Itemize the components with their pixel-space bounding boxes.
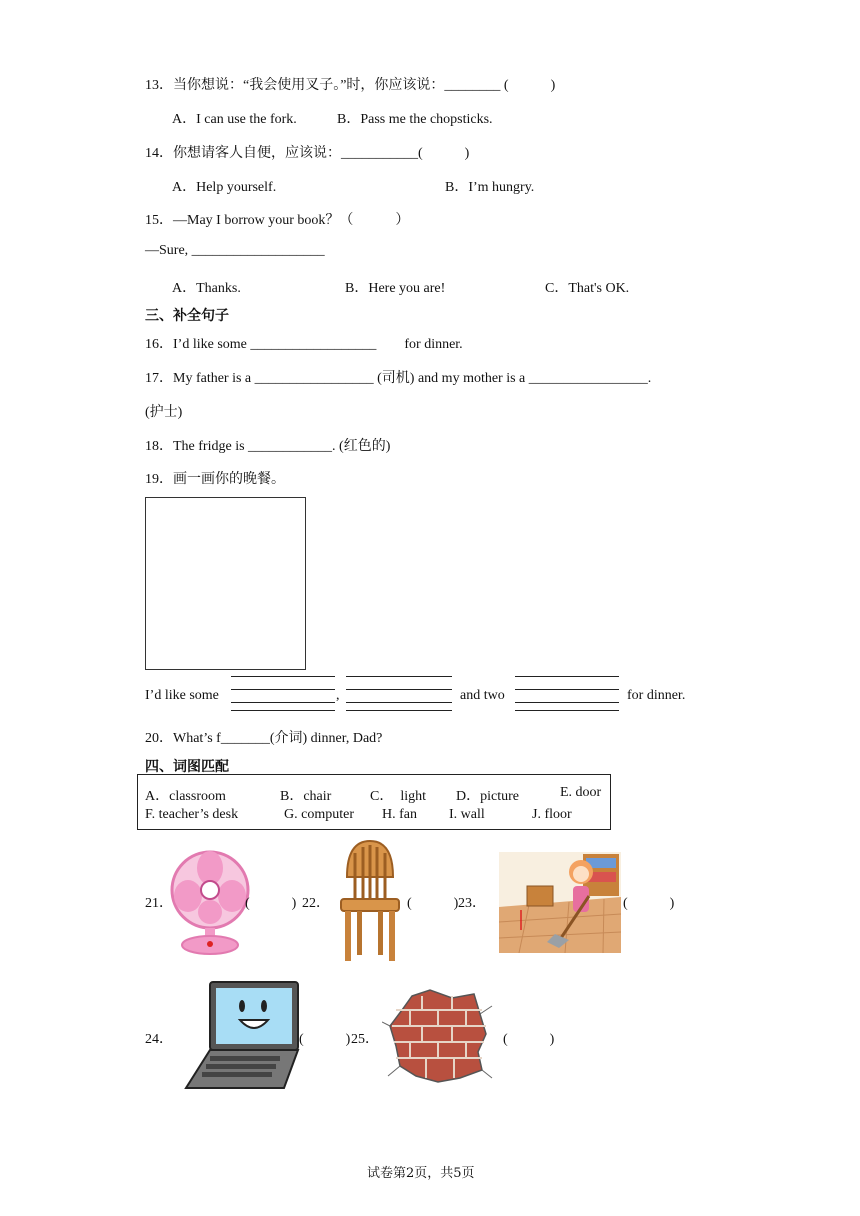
q24-blank[interactable]: ( ) — [299, 1032, 351, 1047]
answer-line[interactable] — [231, 689, 335, 690]
q16-text: 16．I’d like some __________________ for dinner. — [145, 337, 463, 352]
q13-prompt: 13．当你想说：“我会使用叉子。”时，你应该说：________ ( ) — [145, 78, 556, 93]
q19-part3: for dinner. — [627, 688, 686, 703]
word-bank-item: J. floor — [532, 807, 572, 822]
answer-line[interactable] — [515, 676, 619, 677]
answer-line[interactable] — [515, 689, 619, 690]
word-bank-item: D．picture — [456, 789, 519, 804]
answer-line[interactable] — [231, 710, 335, 711]
q17-cont: (护士) — [145, 405, 183, 420]
word-bank-item: B．chair — [280, 789, 332, 804]
q22-blank[interactable]: ( ) — [407, 896, 459, 911]
fan-icon — [170, 848, 250, 956]
q19-part1: I’d like some — [145, 688, 219, 703]
drawing-box[interactable] — [145, 497, 306, 670]
wall-icon — [382, 986, 494, 1086]
answer-line[interactable] — [515, 702, 619, 703]
word-bank-item: E. door — [560, 785, 602, 800]
q25-blank[interactable]: ( ) — [503, 1032, 555, 1047]
q14-prompt: 14．你想请客人自便，应该说：___________( ) — [145, 146, 470, 161]
chair-icon — [337, 837, 403, 963]
q25-label: 25． — [351, 1032, 379, 1047]
q19-prompt: 19．画一画你的晚餐。 — [145, 472, 285, 487]
answer-line[interactable] — [346, 710, 452, 711]
answer-line[interactable] — [231, 676, 335, 677]
page-footer: 试卷第2页，共5页 — [367, 1166, 475, 1181]
q21-blank[interactable]: ( ) — [245, 896, 297, 911]
q15-prompt: 15．—May I borrow your book？（ ） — [145, 213, 410, 228]
q15-option-a: A．Thanks. — [172, 281, 241, 296]
q20-text: 20．What’s f_______(介词) dinner, Dad? — [145, 731, 383, 746]
q22-label: 22． — [302, 896, 330, 911]
word-bank-item: A．classroom — [145, 789, 226, 804]
q23-label: 23． — [458, 896, 486, 911]
q24-label: 24． — [145, 1032, 173, 1047]
word-bank-item: C． light — [370, 789, 427, 804]
q14-option-b: B．I’m hungry. — [445, 180, 535, 195]
word-bank-item: I. wall — [449, 807, 485, 822]
q17-text: 17．My father is a _________________ (司机) and my mother is a _________________. — [145, 371, 652, 386]
floor-picture — [499, 852, 621, 953]
q15-option-b: B．Here you are! — [345, 281, 446, 296]
q15-reply: —Sure, ___________________ — [145, 243, 325, 258]
section4-title: 四、词图匹配 — [145, 759, 229, 775]
q21-label: 21． — [145, 896, 173, 911]
q14-option-a: A．Help yourself. — [172, 180, 277, 195]
section3-title: 三、补全句子 — [145, 308, 229, 324]
q13-option-b: B．Pass me the chopsticks. — [337, 112, 493, 127]
word-bank-item: G. computer — [284, 807, 354, 822]
answer-line[interactable] — [346, 702, 452, 703]
answer-line[interactable] — [346, 676, 452, 677]
answer-line[interactable] — [231, 702, 335, 703]
q23-blank[interactable]: ( ) — [623, 896, 675, 911]
q19-comma: , — [336, 688, 340, 703]
computer-icon — [184, 980, 300, 1090]
q19-part2: and two — [460, 688, 505, 703]
answer-line[interactable] — [515, 710, 619, 711]
q18-text: 18．The fridge is ____________. (红色的) — [145, 439, 391, 454]
answer-line[interactable] — [346, 689, 452, 690]
q15-option-c: C．That's OK. — [545, 281, 630, 296]
q13-option-a: A．I can use the fork. — [172, 112, 297, 127]
word-bank-item: F. teacher’s desk — [145, 807, 239, 822]
word-bank-item: H. fan — [382, 807, 417, 822]
